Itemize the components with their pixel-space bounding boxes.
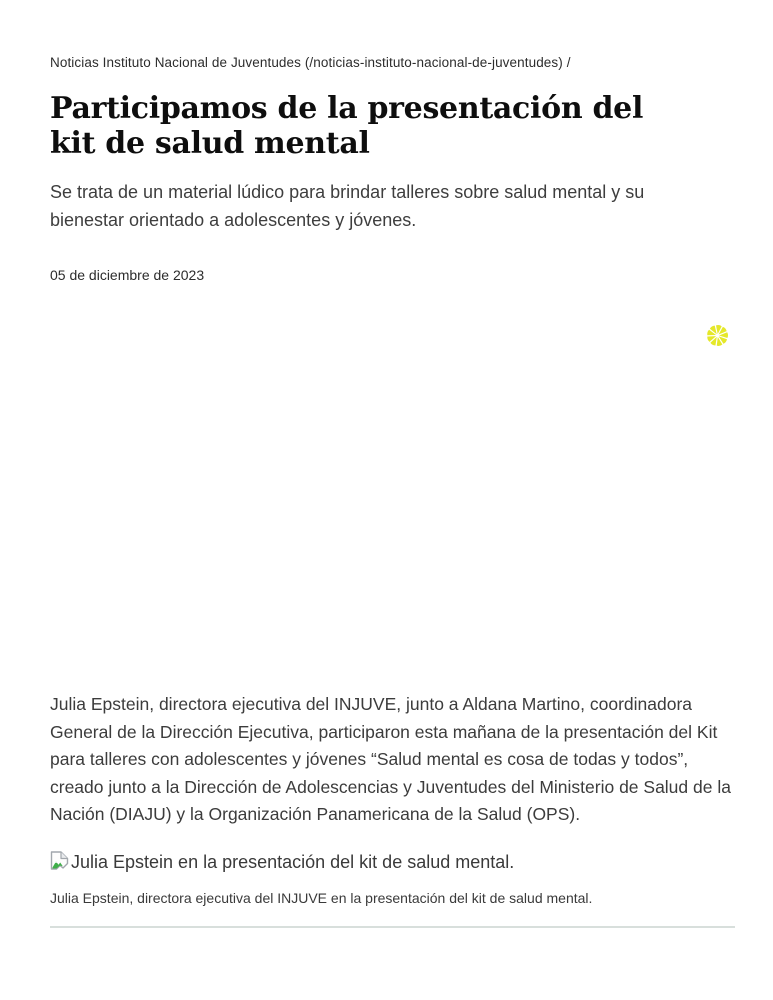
section-divider — [50, 926, 735, 928]
breadcrumb — [50, 0, 735, 71]
hero-image-placeholder — [50, 296, 735, 691]
page-title: Participamos de la presentación del kit de salud mental — [50, 91, 644, 161]
loading-spinner-icon — [704, 322, 731, 349]
breadcrumb-link[interactable]: Noticias Instituto Nacional de Juventudes (/noticias-instituto-nacional-de-juventudes) / — [50, 55, 571, 70]
article-date: 05 de diciembre de 2023 — [50, 267, 205, 283]
image-caption: Julia Epstein, directora ejecutiva del INJUVE en la presentación del kit de salud mental. — [50, 889, 593, 906]
inline-image-broken — [50, 850, 735, 874]
article-subtitle: Se trata de un material lúdico para brindar talleres sobre salud mental y su bienestar orientado a adolescentes y jóvenes. — [50, 182, 645, 230]
image-alt-text: Julia Epstein en la presentación del kit de salud mental. — [71, 851, 515, 872]
broken-image-icon — [50, 851, 69, 872]
article-body: Julia Epstein, directora ejecutiva del INJUVE, junto a Aldana Martino, coordinadora General de la Dirección Ejecutiva, participaron esta mañana de la presentación del Kit para talleres con adolescentes y jóvenes “Salud mental es cosa de todas y todos”, creado junto a la Dirección de Adolescencias y Juventudes del Ministerio de Salud de la Nación (DIAJU) y la Organización Panamericana de la Salud (OPS). — [50, 694, 731, 825]
